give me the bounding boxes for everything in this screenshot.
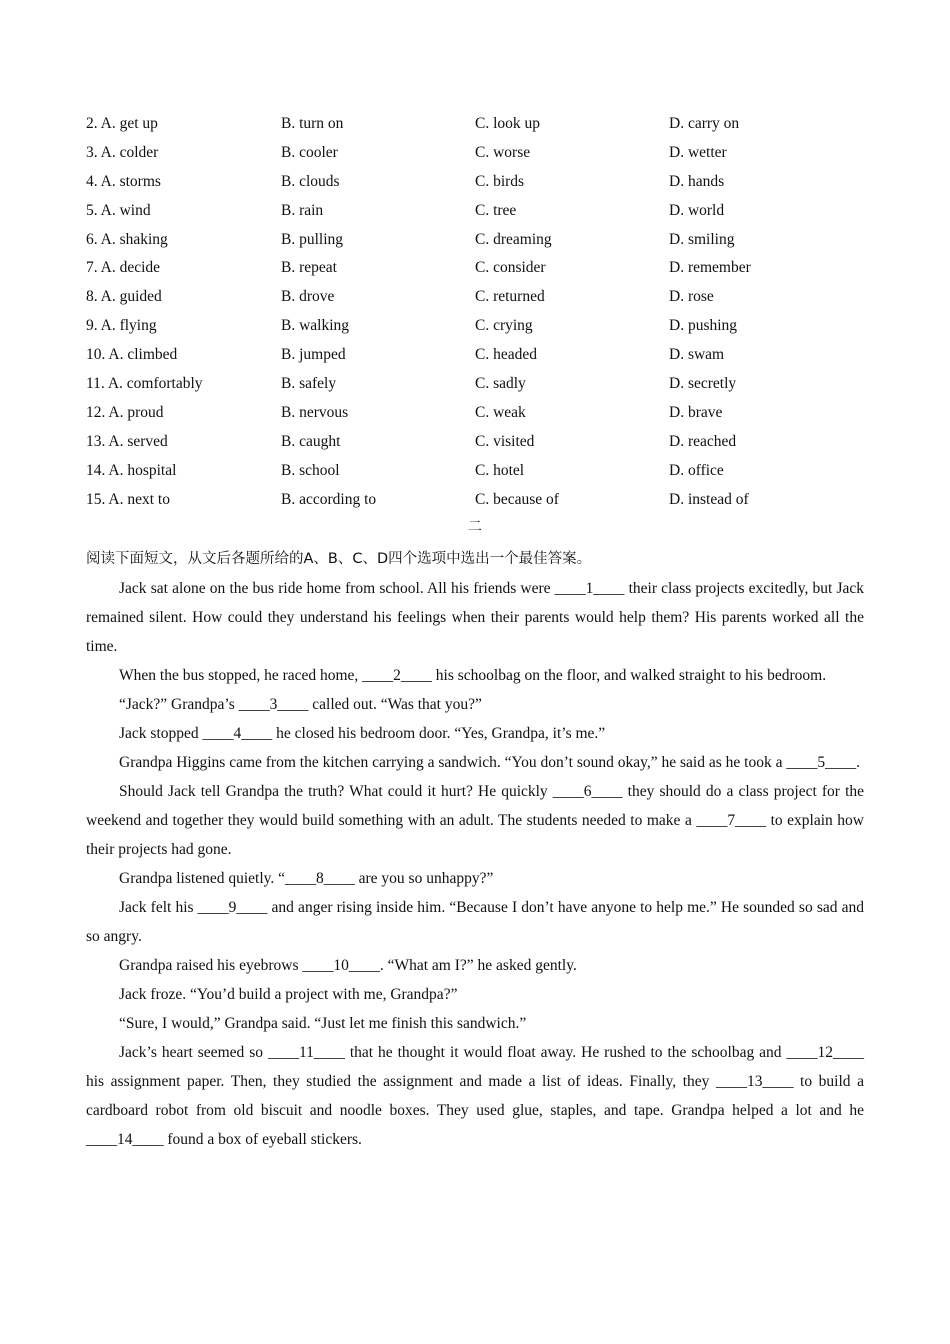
- option-a: 3. A. colder: [86, 143, 159, 161]
- option-c: C. returned: [475, 288, 545, 306]
- passage-paragraph: Jack felt his ____9____ and anger rising inside him. “Because I don’t have anyone to help me.” He sounded so sad and so angry.: [86, 899, 864, 945]
- passage-paragraph: Jack froze. “You’d build a project with me, Grandpa?”: [119, 986, 458, 1003]
- passage-paragraph: Jack stopped ____4____ he closed his bedroom door. “Yes, Grandpa, it’s me.”: [119, 725, 606, 742]
- passage-paragraph: “Jack?” Grandpa’s ____3____ called out. “Was that you?”: [119, 696, 482, 713]
- passage-paragraph: “Sure, I would,” Grandpa said. “Just let me finish this sandwich.”: [119, 1015, 527, 1032]
- option-row: [86, 486, 886, 515]
- option-a: 8. A. guided: [86, 288, 162, 306]
- option-c: C. sadly: [475, 375, 526, 393]
- option-a: 5. A. wind: [86, 201, 151, 219]
- passage-paragraph: When the bus stopped, he raced home, ____2____ his schoolbag on the floor, and walked straight to his bedroom.: [119, 667, 827, 684]
- option-d: D. reached: [669, 432, 737, 450]
- option-row: [86, 254, 886, 283]
- section-number: 二: [468, 519, 482, 535]
- option-b: B. rain: [281, 201, 324, 219]
- passage-paragraph: Jack’s heart seemed so ____11____ that he thought it would float away. He rushed to the schoolbag and ____12____ his assignment paper. Then, they studied the assignment and made a list of ideas. Finally, they ____13____ to build a cardboard robot from old biscuit and noodle boxes. They used glue, staples, and tape. Grandpa helped a lot and he ____14____ found a box of eyeball stickers.: [86, 1044, 864, 1148]
- option-row: [86, 283, 886, 312]
- option-b: B. jumped: [281, 346, 346, 364]
- option-row: [86, 168, 886, 197]
- option-a: 13. A. served: [86, 432, 168, 450]
- option-d: D. wetter: [669, 143, 727, 161]
- option-row: [86, 139, 886, 168]
- option-row: [86, 457, 886, 486]
- option-a: 12. A. proud: [86, 403, 164, 421]
- option-a: 9. A. flying: [86, 317, 157, 335]
- option-a: 15. A. next to: [86, 490, 170, 508]
- option-d: D. swam: [669, 346, 725, 364]
- answer-options-table: [86, 110, 886, 514]
- option-d: D. hands: [669, 172, 725, 190]
- option-row: [86, 341, 886, 370]
- option-d: D. office: [669, 461, 724, 479]
- option-row: [86, 312, 886, 341]
- option-a: 10. A. climbed: [86, 346, 178, 364]
- option-d: D. smiling: [669, 230, 735, 248]
- option-d: D. remember: [669, 259, 751, 277]
- option-c: C. visited: [475, 432, 535, 450]
- option-a: 6. A. shaking: [86, 230, 168, 248]
- option-row: [86, 370, 886, 399]
- option-c: C. look up: [475, 115, 541, 132]
- option-d: D. world: [669, 201, 725, 219]
- option-d: D. pushing: [669, 317, 738, 335]
- option-c: C. hotel: [475, 461, 525, 479]
- option-c: C. consider: [475, 259, 546, 277]
- option-b: B. cooler: [281, 143, 338, 161]
- option-d: D. instead of: [669, 490, 749, 508]
- passage-paragraph: Grandpa listened quietly. “____8____ are you so unhappy?”: [119, 870, 494, 887]
- option-a: 4. A. storms: [86, 172, 161, 190]
- option-c: C. dreaming: [475, 230, 552, 248]
- option-c: C. birds: [475, 172, 525, 190]
- option-b: B. nervous: [281, 403, 349, 421]
- option-row: [86, 399, 886, 428]
- option-d: D. brave: [669, 403, 723, 421]
- option-c: C. because of: [475, 490, 559, 508]
- option-row: [86, 428, 886, 457]
- option-c: C. worse: [475, 143, 531, 161]
- option-b: B. safely: [281, 375, 337, 393]
- option-b: B. repeat: [281, 259, 337, 277]
- passage-paragraph: Jack sat alone on the bus ride home from school. All his friends were ____1____ their class projects excitedly, but Jack remained silent. How could they understand his feelings when their parents would help them? His parents worked all the time.: [86, 580, 864, 655]
- option-c: C. tree: [475, 201, 517, 219]
- option-b: B. drove: [281, 288, 335, 306]
- option-a: 11. A. comfortably: [86, 375, 203, 393]
- option-row: [86, 197, 886, 226]
- option-row: [86, 110, 886, 139]
- option-d: D. secretly: [669, 375, 737, 393]
- section-instruction: 阅读下面短文，从文后各题所给的A、B、C、D四个选项中选出一个最佳答案。: [86, 551, 592, 567]
- option-b: B. pulling: [281, 230, 344, 248]
- option-d: D. carry on: [669, 115, 740, 132]
- option-b: B. clouds: [281, 172, 340, 190]
- option-a: 7. A. decide: [86, 259, 161, 277]
- option-c: C. headed: [475, 346, 537, 364]
- option-d: D. rose: [669, 288, 714, 306]
- option-c: C. weak: [475, 403, 526, 421]
- option-b: B. according to: [281, 490, 377, 508]
- option-c: C. crying: [475, 317, 533, 335]
- option-b: B. caught: [281, 432, 341, 450]
- reading-passage: [86, 574, 864, 1154]
- option-b: B. walking: [281, 317, 350, 335]
- option-b: B. turn on: [281, 115, 344, 132]
- passage-paragraph: Grandpa raised his eyebrows ____10____. “What am I?” he asked gently.: [119, 957, 577, 974]
- passage-paragraph: Grandpa Higgins came from the kitchen carrying a sandwich. “You don’t sound okay,” he said as he took a ____5____.: [119, 754, 860, 771]
- option-b: B. school: [281, 461, 340, 479]
- option-a: 2. A. get up: [86, 115, 158, 132]
- option-a: 14. A. hospital: [86, 461, 177, 479]
- passage-paragraph: Should Jack tell Grandpa the truth? What could it hurt? He quickly ____6____ they should do a class project for the weekend and together they would build something with an adult. The students needed to make a ____7____ to explain how their projects had gone.: [86, 783, 864, 858]
- option-row: [86, 226, 886, 255]
